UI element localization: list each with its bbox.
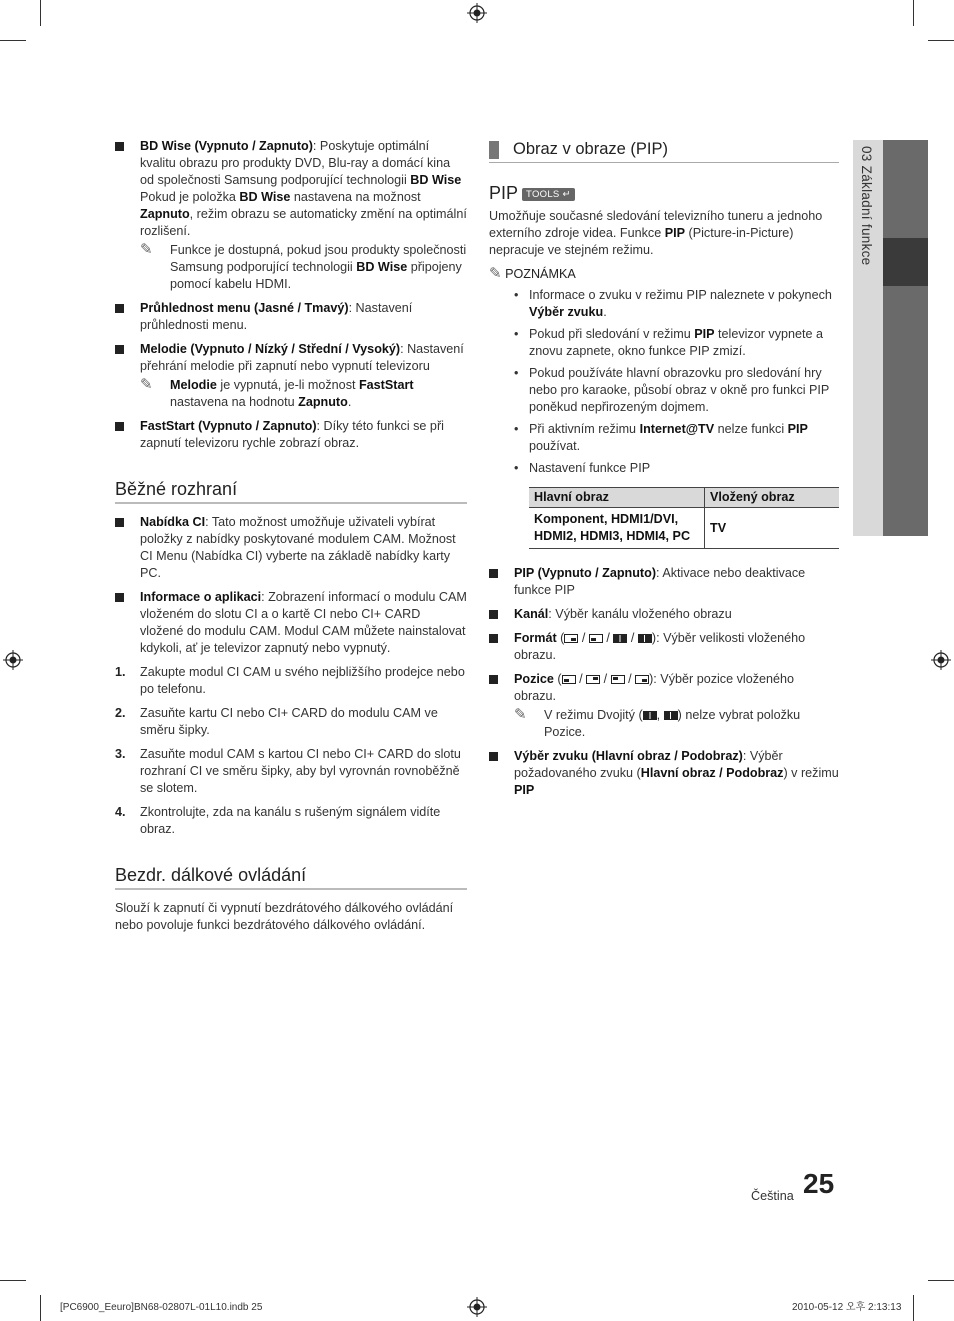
pencil-icon: ✎ [140,376,153,393]
note: ✎ V režimu Dvojitý ( , ) nelze vybrat položku Pozice. [514,706,801,739]
step-text: Zasuňte modul CAM s kartou CI nebo CI+ CARD do slotu rozhraní CI ve směru šipky, aby byl vyrovnán rovnoběžně se slotem. [140,747,461,795]
step-text: Zkontrolujte, zda na kanálu s rušeným signálem vidíte obraz. [140,805,441,836]
step-number: 4. [115,805,126,819]
tools-label: TOOLS [526,188,560,200]
bullet-square-icon [489,569,498,578]
step-item [115,705,467,739]
table-cell: Komponent, HDMI1/DVI, HDMI2, HDMI3, HDMI4, PC [529,508,705,549]
settings-list [115,138,467,452]
bullet-square-icon [489,675,498,684]
list-item [115,514,467,582]
wireless-description: Slouží k zapnutí či vypnutí bezdrátového dálkového ovládání nebo povoluje funkci bezdrátového dálkového ovládání. [115,901,454,932]
pip-intro: Umožňuje současné sledování televizního tuneru a jednoho externího zdroje videa. Funkce PIP (Picture-in-Picture) nepracuje ve stejném režimu. [489,209,823,257]
note-item: • Nastavení funkce PIP [489,460,839,477]
list-item-text: Formát ( / / / ): Výběr velikosti vloženého obrazu. [514,631,806,662]
note-label: POZNÁMKA [505,267,576,281]
language-label: Čeština [751,1189,794,1203]
bullet-square-icon [489,634,498,643]
note-item: • Pokud používáte hlavní obrazovku pro sledování hry nebo pro karaoke, působí obraz v okně pro funkci PIP poněkud nepřirozeným dojmem. [489,365,839,416]
bullet-square-icon [115,345,124,354]
step-text: Zakupte modul CI CAM u svého nejbližšího prodejce nebo po telefonu. [140,665,465,696]
list-item [489,748,839,799]
step-number: 2. [115,706,126,720]
list-item [115,300,467,334]
side-tab-dark [883,140,928,536]
list-item-text: BD Wise (Vypnuto / Zapnuto): Poskytuje optimální kvalitu obrazu pro produkty DVD, Blu-ray a domácí kina od společnosti Samsung podporující technologii BD Wise Pokud je položka BD Wise nastavena na možnost Zapnuto, režim obrazu se automaticky změní na optimální rozlišení. [140,139,467,238]
note-header [489,265,839,283]
print-info-right: 2010-05-12 오후 2:13:13 [792,1302,902,1313]
pip-title-text: PIP [489,183,519,203]
crop-mark [928,40,954,41]
list-item-text: Nabídka CI: Tato možnost umožňuje uživateli vybírat položky z nabídky poskytované modulem CAM. Možnost CI Menu (Nabídka CI) vyberte na základě nabídky karty PC. [140,515,456,580]
bullet-square-icon [489,610,498,619]
side-tab-marker [883,238,928,286]
registration-mark-icon [467,1297,487,1317]
pip-title [489,185,839,202]
crop-mark [913,1295,914,1321]
step-item [115,746,467,797]
list-item-text: Melodie (Vypnuto / Nízký / Střední / Vysoký): Nastavení přehrání melodie při zapnutí nebo vypnutí televizoru [140,342,464,373]
bullet-square-icon [115,422,124,431]
list-item [489,606,839,623]
list-item [489,630,839,664]
registration-mark-icon [467,3,487,23]
bullet-square-icon [115,142,124,151]
heading-wireless-remote: Bezdr. dálkové ovládání [115,864,467,890]
list-item-text: FastStart (Vypnuto / Zapnuto): Díky této funkci se při zapnutí televizoru rychle zobrazí obraz. [140,419,444,450]
list-item [489,671,839,741]
crop-mark [40,0,41,26]
list-item [489,565,839,599]
list-item-text: PIP (Vypnuto / Zapnuto): Aktivace nebo deaktivace funkce PIP [514,566,806,597]
bullet-square-icon [115,593,124,602]
step-text: Zasuňte kartu CI nebo CI+ CARD do modulu CAM ve směru šipky. [140,706,438,737]
pip-settings-table [529,487,839,549]
list-item [115,341,467,411]
note: ✎ Funkce je dostupná, pokud jsou produkty společnosti Samsung podporující technologii BD Wise připojeny pomocí kabelu HDMI. [140,241,467,291]
heading-pip-section: Obraz v obraze (PIP) [489,138,839,163]
left-column [115,138,467,934]
list-item-text: Informace o aplikaci: Zobrazení informací o modulu CAM vloženém do slotu CI a o kartě CI nebo CI+ CARD vložené do modulu CAM. Modul CAM můžete nainstalovat kdykoli, ať je televizor zapnutý nebo vypnutý. [140,590,467,655]
list-item-text: Pozice ( / / / ): Výběr pozice vloženého obrazu. [514,672,795,703]
list-item-text: Výběr zvuku (Hlavní obraz / Podobraz): Výběr požadovaného zvuku (Hlavní obraz / Podobraz) v režimu PIP [514,749,839,797]
pencil-icon: ✎ [140,241,153,258]
page-number: 25 [803,1168,835,1199]
list-item [115,138,467,293]
ci-list [115,514,467,657]
ci-steps-list [115,664,467,838]
crop-mark [0,40,26,41]
note-item: • Pokud při sledování v režimu PIP televizor vypnete a znovu zapnete, okno funkce PIP zmizí. [489,326,839,360]
list-item [115,418,467,452]
list-item [115,589,467,657]
pencil-icon: ✎ [489,265,502,282]
chapter-label: 03 Základní funkce [859,146,874,266]
note-item: • Při aktivním režimu Internet@TV nelze funkci PIP používat. [489,421,839,455]
pip-options-list [489,565,839,799]
heading-common-interface: Běžné rozhraní [115,478,467,504]
registration-mark-icon [3,650,23,670]
list-item-text: Kanál: Výběr kanálu vloženého obrazu [514,607,732,621]
crop-mark [0,1280,26,1281]
right-column [489,138,839,806]
note-list [489,287,839,477]
step-number: 1. [115,665,126,679]
crop-mark [40,1295,41,1321]
table-cell: TV [705,508,840,549]
print-info-left: [PC6900_Eeuro]BN68-02807L-01L10.indb 25 [60,1302,263,1313]
bullet-square-icon [115,304,124,313]
registration-mark-icon [931,650,951,670]
list-item-text: Průhlednost menu (Jasné / Tmavý): Nastavení průhlednosti menu. [140,301,413,332]
crop-mark [928,1280,954,1281]
step-item [115,664,467,698]
table-header: Hlavní obraz [529,488,705,508]
tools-icon: ↵ [562,188,571,200]
pencil-icon: ✎ [514,706,527,723]
note-item: • Informace o zvuku v režimu PIP naleznete v pokynech Výběr zvuku. [489,287,839,321]
crop-mark [913,0,914,26]
table-header: Vložený obraz [705,488,840,508]
bullet-square-icon [115,518,124,527]
step-number: 3. [115,747,126,761]
bullet-square-icon [489,752,498,761]
table-row [529,508,839,549]
step-item [115,804,467,838]
note: ✎ Melodie je vypnutá, je-li možnost FastStart nastavena na hodnotu Zapnuto. [140,376,414,409]
tools-badge [522,188,575,201]
